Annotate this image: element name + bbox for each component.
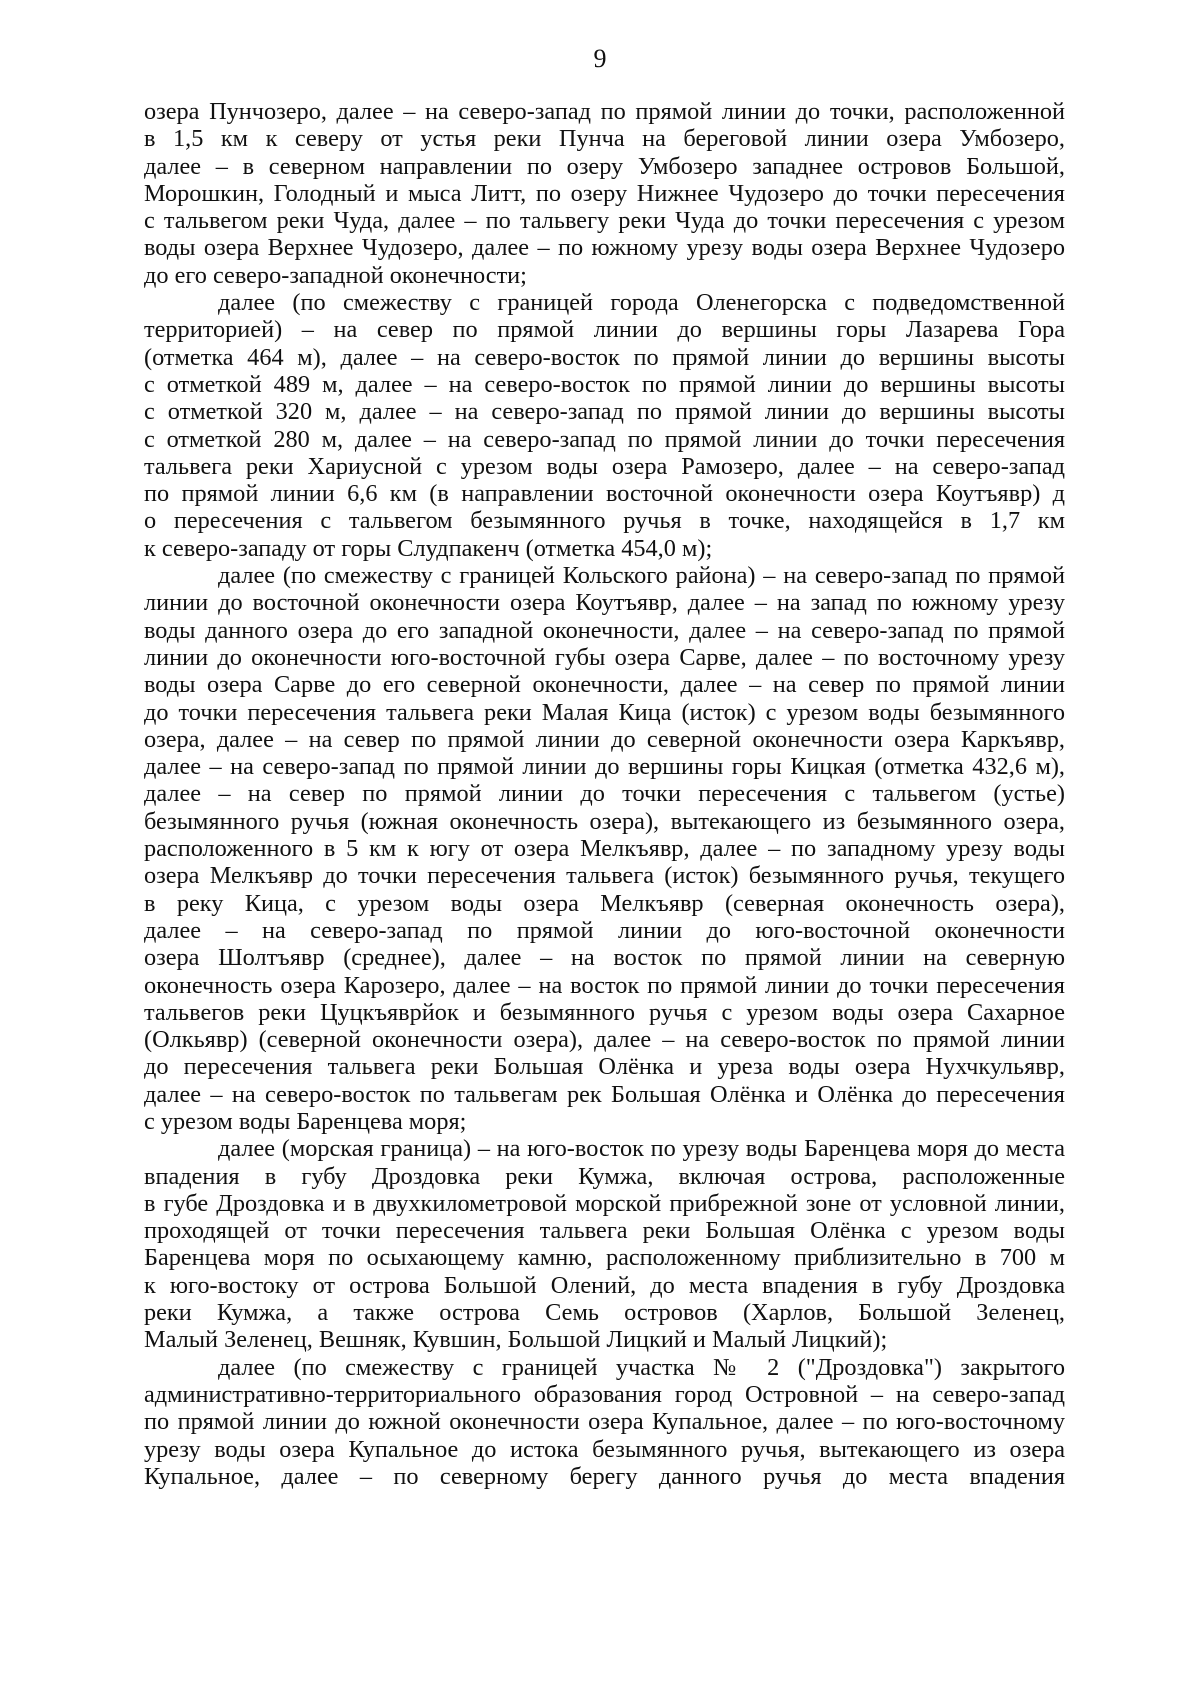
text-line: к северо-западу от горы Слудпакенч (отметка 454,0 м);	[144, 534, 713, 562]
text-line: с тальвегом реки Чуда, далее – по тальвегу реки Чуда до точки пересечения с урезом	[144, 207, 1065, 235]
text-line: Купальное, далее – по северному берегу данного ручья до места впадения	[144, 1462, 1065, 1490]
text-line: расположенного в 5 км к югу от озера Мелкъявр, далее – по западному урезу воды	[144, 835, 1065, 863]
text-line: далее – на северо-восток по тальвегам рек Большая Олёнка и Олёнка до пересечения	[144, 1080, 1065, 1108]
text-line: далее (по смежеству с границей города Оленегорска с подведомственной	[218, 289, 1065, 317]
text-line: озера Пунчозеро, далее – на северо-запад по прямой линии до точки, расположенной	[144, 98, 1065, 125]
text-line: в 1,5 км к северу от устья реки Пунча на береговой линии озера Умбозеро,	[144, 125, 1065, 153]
text-line: далее (морская граница) – на юго-восток по урезу воды Баренцева моря до места	[218, 1135, 1065, 1163]
text-line: далее – в северном направлении по озеру Умбозеро западнее островов Большой,	[144, 152, 1065, 180]
paragraph	[144, 1354, 1065, 1490]
text-line: с отметкой 489 м, далее – на северо-восток по прямой линии до вершины высоты	[144, 370, 1065, 398]
text-line: озера Шолтъявр (среднее), далее – на восток по прямой линии на северную	[144, 944, 1065, 972]
text-line: линии до восточной оконечности озера Коутъявр, далее – на запад по южному урезу	[144, 589, 1065, 617]
text-line: оконечность озера Карозеро, далее – на восток по прямой линии до точки пересечения	[144, 971, 1065, 999]
paragraph	[144, 1135, 1065, 1353]
text-line: (Олкьявр) (северной оконечности озера), далее – на северо-восток по прямой линии	[144, 1026, 1065, 1054]
text-line: до его северо-западной оконечности;	[144, 261, 527, 289]
text-line: в губе Дроздовка и в двухкилометровой морской прибрежной зоне от условной линии,	[144, 1189, 1065, 1217]
text-line: урезу воды озера Купальное до истока безымянного ручья, вытекающего из озера	[144, 1435, 1065, 1463]
paragraph	[144, 289, 1065, 562]
text-line: далее (по смежеству с границей Кольского района) – на северо-запад по прямой	[218, 562, 1065, 590]
text-line: по прямой линии до южной оконечности озера Купальное, далее – по юго-восточному	[144, 1408, 1065, 1436]
text-line: с отметкой 320 м, далее – на северо-запад по прямой линии до вершины высоты	[144, 398, 1065, 426]
text-line: Морошкин, Голодный и мыса Литт, по озеру Нижнее Чудозеро до точки пересечения	[144, 179, 1065, 207]
paragraph	[144, 98, 1065, 289]
text-line: по прямой линии 6,6 км (в направлении восточной оконечности озера Коутъявр) д	[144, 480, 1065, 508]
text-line: тальвега реки Хариусной с урезом воды озера Рамозеро, далее – на северо-запад	[144, 452, 1065, 480]
text-line: озера, далее – на север по прямой линии до северной оконечности озера Каркъявр,	[144, 725, 1065, 753]
text-line: далее – на северо-запад по прямой линии до юго-восточной оконечности	[144, 916, 1065, 944]
text-line: с отметкой 280 м, далее – на северо-запад по прямой линии до точки пересечения	[144, 425, 1065, 453]
text-line: озера Мелкъявр до точки пересечения тальвега (исток) безымянного ручья, текущего	[144, 862, 1065, 890]
text-line: с урезом воды Баренцева моря;	[144, 1107, 467, 1135]
text-line: Малый Зеленец, Вешняк, Кувшин, Большой Лицкий и Малый Лицкий);	[144, 1326, 888, 1354]
text-line: к юго-востоку от острова Большой Олений, до места впадения в губу Дроздовка	[144, 1271, 1065, 1299]
paragraph	[144, 562, 1065, 1135]
page-number: 9	[593, 44, 607, 73]
text-line: воды озера Верхнее Чудозеро, далее – по южному урезу воды озера Верхнее Чудозеро	[144, 234, 1065, 262]
text-line: далее – на север по прямой линии до точки пересечения с тальвегом (устье)	[144, 780, 1065, 808]
text-line: воды данного озера до его западной оконечности, далее – на северо-запад по прямой	[144, 616, 1065, 644]
text-line: о пересечения с тальвегом безымянного ручья в точке, находящейся в 1,7 км	[144, 507, 1065, 535]
text-line: в реку Кица, с урезом воды озера Мелкъявр (северная оконечность озера),	[144, 889, 1065, 917]
text-line: далее – на северо-запад по прямой линии до вершины горы Кицкая (отметка 432,6 м),	[144, 753, 1065, 781]
text-line: воды озера Сарве до его северной оконечности, далее – на север по прямой линии	[144, 671, 1065, 699]
text-line: безымянного ручья (южная оконечность озера), вытекающего из безымянного озера,	[144, 807, 1065, 835]
text-line: административно-территориального образования город Островной – на северо-запад	[144, 1380, 1065, 1408]
text-line: территорией) – на север по прямой линии до вершины горы Лазарева Гора	[144, 316, 1065, 344]
text-line: далее (по смежеству с границей участка № 2 ("Дроздовка") закрытого	[218, 1353, 1065, 1381]
text-line: проходящей от точки пересечения тальвега реки Большая Олёнка с урезом воды	[144, 1217, 1065, 1245]
text-line: впадения в губу Дроздовка реки Кумжа, включая острова, расположенные	[144, 1162, 1065, 1190]
text-line: (отметка 464 м), далее – на северо-восток по прямой линии до вершины высоты	[144, 343, 1065, 371]
document-body	[144, 98, 1065, 1490]
text-line: тальвегов реки Цуцкъяврйок и безымянного ручья с урезом воды озера Сахарное	[144, 998, 1065, 1026]
text-line: до пересечения тальвега реки Большая Олёнка и уреза воды озера Нухчкульявр,	[144, 1053, 1065, 1081]
text-line: реки Кумжа, а также острова Семь островов (Харлов, Большой Зеленец,	[144, 1299, 1065, 1327]
text-line: линии до оконечности юго-восточной губы озера Сарве, далее – по восточному урезу	[144, 643, 1065, 671]
text-line: до точки пересечения тальвега реки Малая Кица (исток) с урезом воды безымянного	[144, 698, 1065, 726]
text-line: Баренцева моря по осыхающему камню, расположенному приблизительно в 700 м	[144, 1244, 1065, 1272]
